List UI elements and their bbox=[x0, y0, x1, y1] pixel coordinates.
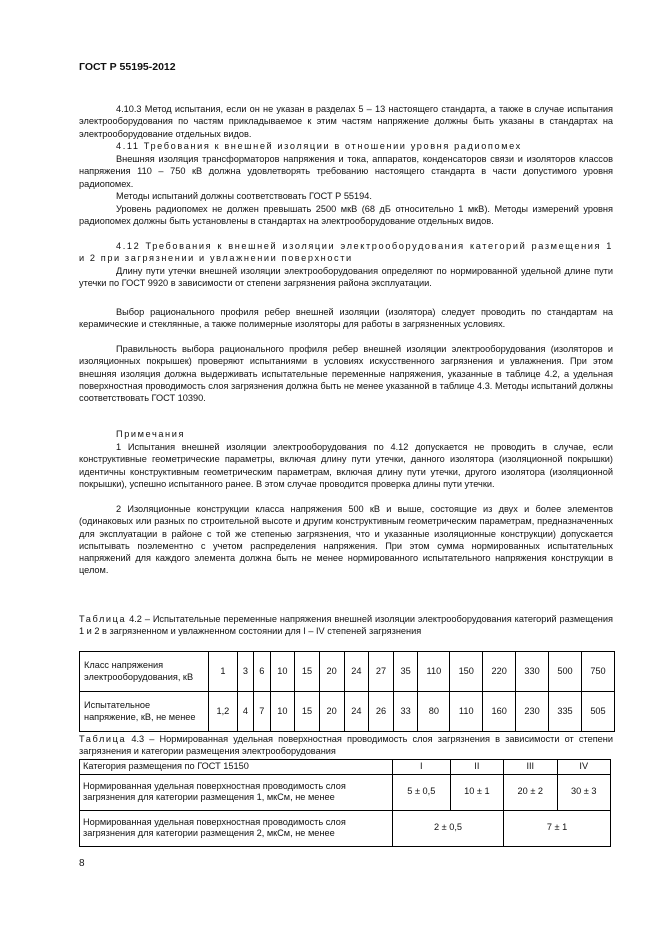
table-cell: 335 bbox=[549, 692, 582, 732]
category-1-label: Нормированная удельная поверхностная проводимость слоя загрязнения для категории размещения 1, мкСм, не менее bbox=[80, 774, 393, 810]
note-1: 1 Испытания внешней изоляции электрооборудования по 4.12 допускается не проводить в случае, если конструктивные геометрические параметры, включая длину пути утечки, данного изолятора (изоляционной покрышки) идентичны конструктивным геометрическим параметрам, включая длину пути утечки, другого изолятора (изоляционной покрышки), успешно испытанного ранее. В этом случае проводится проверка длины пути утечки. bbox=[79, 442, 613, 489]
notes-title: Примечания bbox=[116, 429, 186, 439]
table-cell: 35 bbox=[393, 652, 418, 692]
test-voltage-header: Испытательное напряжение, кВ, не менее bbox=[80, 692, 209, 732]
table-cell: 26 bbox=[369, 692, 394, 732]
table-cell: 24 bbox=[344, 652, 369, 692]
table-cell: 150 bbox=[450, 652, 483, 692]
degree-header: IV bbox=[557, 760, 610, 775]
table-cell: 110 bbox=[450, 692, 483, 732]
paragraph-test-methods: Методы испытаний должны соответствовать ГОСТ Р 55194. bbox=[116, 191, 372, 201]
document-header: ГОСТ Р 55195-2012 bbox=[79, 61, 176, 73]
table-cell: 10 ± 1 bbox=[450, 774, 503, 810]
table-4-2-caption-label: Таблица bbox=[79, 614, 127, 624]
table-4-3-caption bbox=[79, 733, 613, 758]
paragraph-external-insulation: Внешняя изоляция трансформаторов напряжения и тока, аппаратов, конденсаторов связи и изоляторов классов напряжения 110 – 750 кВ должна удовлетворять требованию настоящего стандарта в части допустимого уровня радиопомех. bbox=[79, 154, 613, 189]
category-2-label: Нормированная удельная поверхностная проводимость слоя загрязнения для категории размещения 2, мкСм, не менее bbox=[80, 810, 393, 846]
table-cell: 1,2 bbox=[209, 692, 238, 732]
table-cell: 110 bbox=[418, 652, 450, 692]
voltage-class-header: Класс напряжения электрооборудования, кВ bbox=[80, 652, 209, 692]
table-4-3-caption-label: Таблица bbox=[79, 734, 127, 744]
table-cell: 330 bbox=[516, 652, 549, 692]
table-row bbox=[80, 652, 615, 692]
table-cell: 33 bbox=[393, 692, 418, 732]
degree-header: II bbox=[450, 760, 503, 775]
table-cell: 30 ± 3 bbox=[557, 774, 610, 810]
table-cell: 20 ± 2 bbox=[504, 774, 557, 810]
table-cell: 15 bbox=[295, 652, 320, 692]
table-cell: 1 bbox=[209, 652, 238, 692]
table-row bbox=[80, 692, 615, 732]
table-cell: 10 bbox=[270, 652, 295, 692]
table-cell: 4 bbox=[237, 692, 253, 732]
table-row bbox=[80, 810, 611, 846]
table-4-2-caption bbox=[79, 613, 613, 638]
paragraph-rib-profile: Выбор рационального профиля ребер внешней изоляции (изолятора) следует проводить по стандартам на керамические и стеклянные, а также полимерные изоляторы для работы в загрязненных условиях. bbox=[79, 307, 613, 330]
degree-header: III bbox=[504, 760, 557, 775]
table-4-3-caption-text: 4.3 – Нормированная удельная поверхностная проводимость слоя загрязнения в зависимости от степени загрязнения и категории размещения электрооборудования bbox=[79, 734, 613, 757]
table-cell: 505 bbox=[581, 692, 614, 732]
degree-header: I bbox=[393, 760, 451, 775]
table-cell: 20 bbox=[319, 652, 344, 692]
section-heading-4-11: 4.11 Требования к внешней изоляции в отношении уровня радиопомех bbox=[116, 141, 522, 151]
table-cell: 80 bbox=[418, 692, 450, 732]
paragraph-profile-verification: Правильность выбора рационального профиля ребер внешней изоляции электрооборудования (изоляторов и изоляционных покрышек) проверяют испытаниями в условиях искусственного загрязнения и увлажнения. При этом внешняя изоляция должна выдерживать испытательные переменные напряжения, указанные в таблице 4.2, а удельная поверхностная проводимость слоя загрязнения должна быть не менее указанной в таблице 4.3. Методы испытаний должны соответствовать ГОСТ 10390. bbox=[79, 344, 613, 404]
table-row bbox=[80, 774, 611, 810]
table-row bbox=[80, 760, 611, 775]
note-2: 2 Изоляционные конструкции класса напряжения 500 кВ и выше, состоящие из двух и более элементов (одинаковых или разных по строительной высоте и другим конструктивным геометрическим параметрам, предназначенных для эксплуатации в районе с той же степенью загрязнения, что и указанные изоляционные конструкции) допускается испытывать поэлементно с учетом распределения напряжения. При этом сумма нормированных испытательных напряжений для каждого элемента должна быть не менее нормированного испытательного напряжения конструкции в целом. bbox=[79, 504, 613, 576]
table-cell: 750 bbox=[581, 652, 614, 692]
page-number: 8 bbox=[79, 858, 85, 869]
table-4-2 bbox=[79, 651, 615, 732]
table-4-3 bbox=[79, 759, 611, 847]
table-4-2-caption-text: 4.2 – Испытательные переменные напряжения внешней изоляции электрооборудования категорий размещения 1 и 2 в загрязненном и увлажненном состоянии для I – IV степеней загрязнения bbox=[79, 614, 613, 637]
table-cell: 5 ± 0,5 bbox=[393, 774, 451, 810]
table-cell: 15 bbox=[295, 692, 320, 732]
table-cell: 24 bbox=[344, 692, 369, 732]
paragraph-creepage-distance: Длину пути утечки внешней изоляции электрооборудования определяют по нормированной удельной длине пути утечки по ГОСТ 9920 в зависимости от степени загрязнения района эксплуатации. bbox=[79, 266, 613, 289]
table-cell: 2 ± 0,5 bbox=[393, 810, 504, 846]
table-cell: 10 bbox=[270, 692, 295, 732]
table-cell: 20 bbox=[319, 692, 344, 732]
table-cell: 220 bbox=[483, 652, 516, 692]
table-cell: 500 bbox=[549, 652, 582, 692]
paragraph-radio-interference-level: Уровень радиопомех не должен превышать 2500 мкВ (68 дБ относительно 1 мкВ). Методы измерений уровня радиопомех должны быть установлены в стандартах на электрооборудование отдельных видов. bbox=[79, 204, 613, 227]
table-cell: 27 bbox=[369, 652, 394, 692]
table-cell: 7 bbox=[254, 692, 270, 732]
table-cell: 3 bbox=[237, 652, 253, 692]
table-cell: 7 ± 1 bbox=[504, 810, 611, 846]
paragraph-4-10-3: 4.10.3 Метод испытания, если он не указан в разделах 5 – 13 настоящего стандарта, а также в случае испытания электрооборудования по частям прикладываемое к этим частям напряжение должны быть указаны в стандартах на электрооборудование отдельных видов. bbox=[79, 104, 613, 139]
placement-category-header: Категория размещения по ГОСТ 15150 bbox=[80, 760, 393, 775]
table-cell: 230 bbox=[516, 692, 549, 732]
table-cell: 160 bbox=[483, 692, 516, 732]
table-cell: 6 bbox=[254, 652, 270, 692]
section-heading-4-12: 4.12 Требования к внешней изоляции электрооборудования категорий размещения 1 и 2 при загрязнении и увлажнении поверхности bbox=[79, 241, 613, 264]
